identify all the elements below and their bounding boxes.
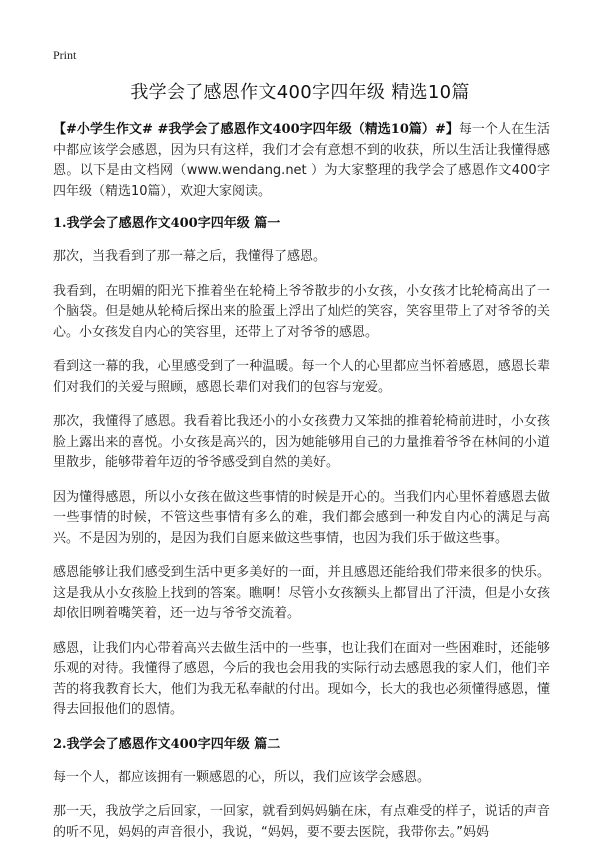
paragraph: 那次，当我看到了那一幕之后，我懂得了感恩。 [53,249,327,264]
paragraph: 那次，我懂得了感恩。我看着比我还小的小女孩费力又笨拙的推着轮椅前进时，小女孩脸上露出来的喜悦。小女孩是高兴的，因为她能够用自己的力量推着爷爷在林间的小道里散步，能够带着年迈的爷爷感受到自然的美好。 [53,414,550,470]
paragraph: 我看到，在明媚的阳光下推着坐在轮椅上爷爷散步的小女孩，小女孩才比轮椅高出了一个脑袋。但是她从轮椅后探出来的脸蛋上浮出了灿烂的笑容，笑容里带上了对爷爷的关心。小女孩发自内心的笑容里，还带上了对爷爷的感恩。 [53,283,550,340]
paragraph: 感恩能够让我们感受到生活中更多美好的一面，并且感恩还能给我们带来很多的快乐。这是我从小女孩脸上找到的答案。瞧啊！尽管小女孩额头上都冒出了汗渍，但是小女孩却依旧咧着嘴笑着，还一边与爷爷交流着。 [53,565,550,621]
paragraph: 看到这一幕的我，心里感受到了一种温暖。每一个人的心里都应当怀着感恩，感恩长辈们对我们的关爱与照顾，感恩长辈们对我们的包容与宠爱。 [53,359,550,395]
article-body [53,120,550,857]
intro-paragraph [53,120,550,202]
intro-tags: 【#小学生作文# #我学会了感恩作文400字四年级（精选10篇）#】 [53,122,459,137]
paragraph: 那一天，我放学之后回家，一回家，就看到妈妈躺在床，有点难受的样子，说话的声音的听不见，妈妈的声音很小，我说，“妈妈，要不要去医院，我带你去。”妈妈 [53,804,550,840]
paragraph: 因为懂得感恩，所以小女孩在做这些事情的时候是开心的。当我们内心里怀着感恩去做一些事情的时候，不管这些事情有多么的难，我们都会感到一种发自内心的满足与高兴。不是因为别的，是因为我们自愿来做这些事情，也因为我们乐于做这些事。 [53,489,550,546]
intro-text: 每一个人在生活中都应该学会感恩，因为只有这样，我们才会有意想不到的收获，所以生活让我懂得感恩。以下是由文档网（www.wendang.net ）为大家整理的我学会了感恩作文400字四年级（精选10篇），欢迎大家阅读。 [53,122,550,199]
paragraph: 感恩，让我们内心带着高兴去做生活中的一些事，也让我们在面对一些困难时，还能够乐观的对待。我懂得了感恩，今后的我也会用我的实际行动去感恩我的家人们，他们辛苦的将我教育长大，他们为我无私奉献的付出。现如今，长大的我也必须懂得感恩，懂得去回报他们的恩情。 [53,640,550,717]
page-title: 我学会了感恩作文400字四年级 精选10篇 [130,82,470,103]
section-heading-2: 2.我学会了感恩作文400字四年级 篇二 [53,736,281,752]
section-heading-1: 1.我学会了感恩作文400字四年级 篇一 [53,216,281,231]
print-label[interactable]: Print [53,48,77,62]
paragraph: 每一个人，都应该拥有一颗感恩的心，所以，我们应该学会感恩。 [53,769,431,785]
